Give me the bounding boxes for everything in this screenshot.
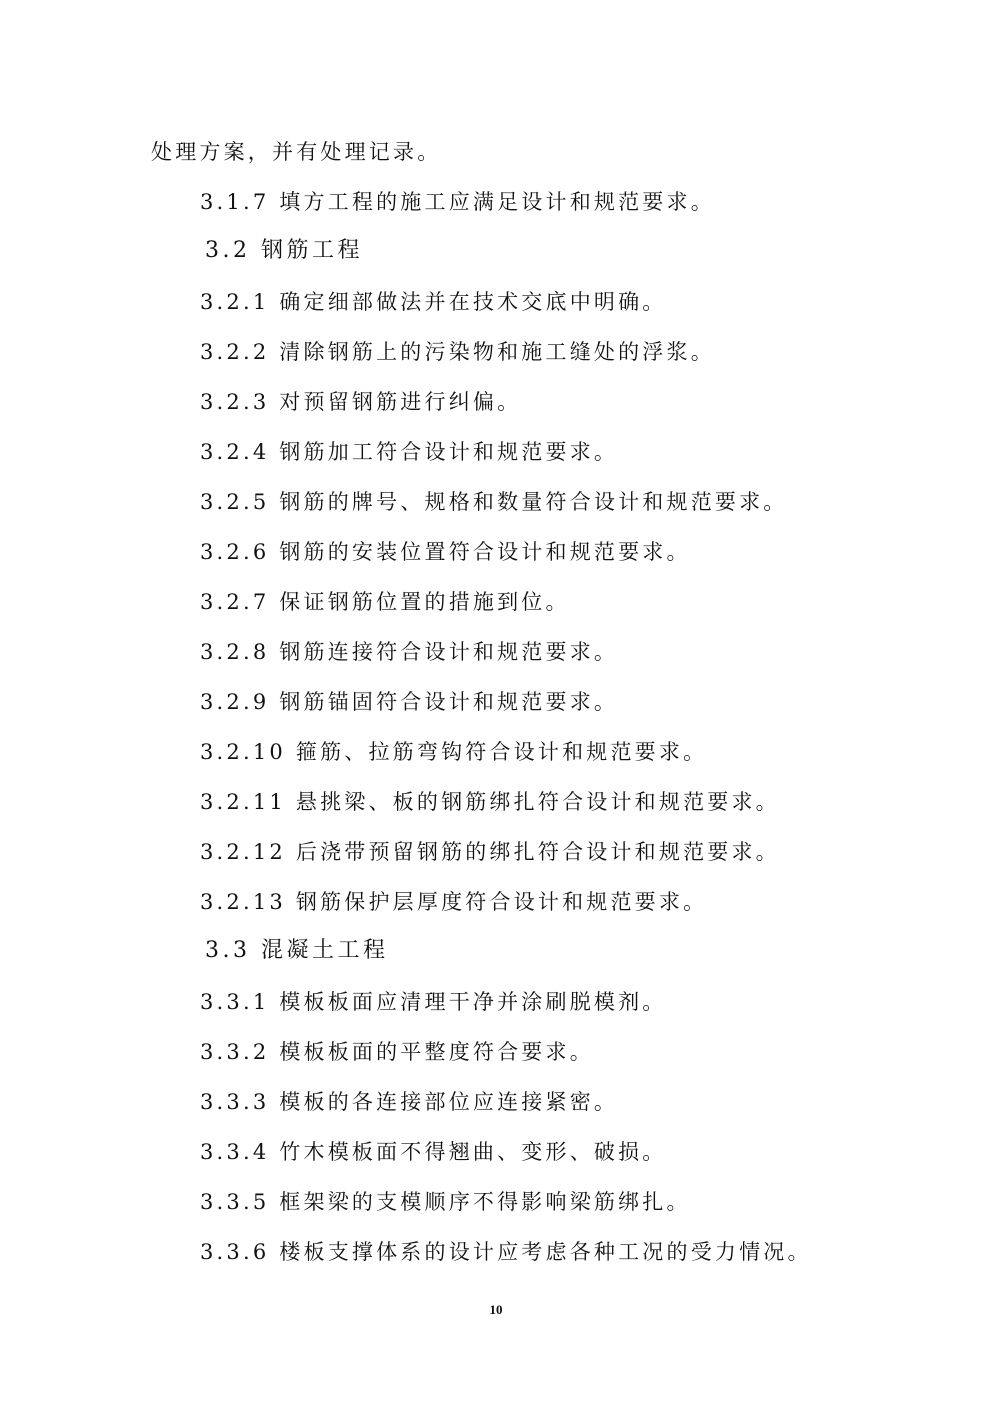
clause-3-2-1: 3.2.1 确定细部做法并在技术交底中明确。 bbox=[200, 290, 667, 314]
clause-3-2-2: 3.2.2 清除钢筋上的污染物和施工缝处的浮浆。 bbox=[200, 340, 715, 364]
section-heading-3-2: 3.2 钢筋工程 bbox=[205, 238, 363, 263]
page-number: 10 bbox=[489, 1302, 503, 1317]
clause-3-2-3: 3.2.3 对预留钢筋进行纠偏。 bbox=[200, 390, 522, 414]
clause-3-3-6: 3.3.6 楼板支撑体系的设计应考虑各种工况的受力情况。 bbox=[200, 1240, 812, 1264]
clause-3-3-3: 3.3.3 模板的各连接部位应连接紧密。 bbox=[200, 1090, 619, 1114]
clause-3-2-8: 3.2.8 钢筋连接符合设计和规范要求。 bbox=[200, 640, 619, 664]
clause-3-2-7: 3.2.7 保证钢筋位置的措施到位。 bbox=[200, 590, 570, 614]
clause-3-2-13: 3.2.13 钢筋保护层厚度符合设计和规范要求。 bbox=[200, 890, 708, 914]
clause-3-2-10: 3.2.10 箍筋、拉筋弯钩符合设计和规范要求。 bbox=[200, 740, 708, 764]
clause-3-3-1: 3.3.1 模板板面应清理干净并涂刷脱模剂。 bbox=[200, 990, 667, 1014]
clause-3-2-5: 3.2.5 钢筋的牌号、规格和数量符合设计和规范要求。 bbox=[200, 490, 788, 514]
clause-3-3-5: 3.3.5 框架梁的支模顺序不得影响梁筋绑扎。 bbox=[200, 1190, 691, 1214]
clause-3-2-11: 3.2.11 悬挑梁、板的钢筋绑扎符合设计和规范要求。 bbox=[200, 790, 780, 814]
clause-3-2-6: 3.2.6 钢筋的安装位置符合设计和规范要求。 bbox=[200, 540, 691, 564]
paragraph-continuation: 处理方案，并有处理记录。 bbox=[151, 140, 442, 164]
clause-3-2-12: 3.2.12 后浇带预留钢筋的绑扎符合设计和规范要求。 bbox=[200, 840, 780, 864]
clause-3-3-2: 3.3.2 模板板面的平整度符合要求。 bbox=[200, 1040, 594, 1064]
section-heading-3-3: 3.3 混凝土工程 bbox=[205, 938, 389, 963]
clause-3-1-7: 3.1.7 填方工程的施工应满足设计和规范要求。 bbox=[200, 190, 715, 214]
clause-3-2-9: 3.2.9 钢筋锚固符合设计和规范要求。 bbox=[200, 690, 619, 714]
clause-3-2-4: 3.2.4 钢筋加工符合设计和规范要求。 bbox=[200, 440, 619, 464]
clause-3-3-4: 3.3.4 竹木模板面不得翘曲、变形、破损。 bbox=[200, 1140, 667, 1164]
